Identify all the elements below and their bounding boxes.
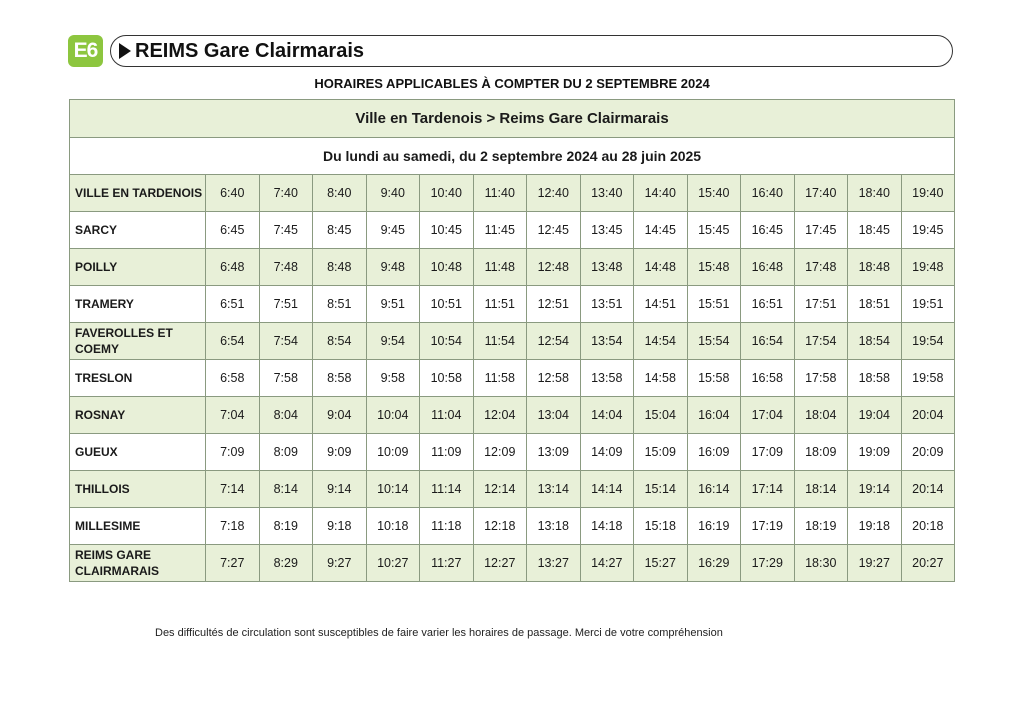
departure-time: 11:14 bbox=[420, 471, 474, 508]
departure-time: 15:09 bbox=[634, 434, 688, 471]
departure-time: 11:40 bbox=[473, 175, 527, 212]
departure-time: 14:51 bbox=[634, 286, 688, 323]
departure-time: 12:51 bbox=[527, 286, 581, 323]
departure-time: 14:27 bbox=[580, 545, 634, 582]
departure-time: 15:40 bbox=[687, 175, 741, 212]
departure-time: 12:09 bbox=[473, 434, 527, 471]
departure-time: 14:14 bbox=[580, 471, 634, 508]
departure-time: 11:09 bbox=[420, 434, 474, 471]
departure-time: 7:09 bbox=[206, 434, 260, 471]
departure-time: 18:58 bbox=[848, 360, 902, 397]
departure-time: 8:04 bbox=[259, 397, 313, 434]
departure-time: 9:18 bbox=[313, 508, 367, 545]
departure-time: 10:09 bbox=[366, 434, 420, 471]
page-title: REIMS Gare Clairmarais bbox=[135, 39, 364, 62]
departure-time: 6:40 bbox=[206, 175, 260, 212]
departure-time: 20:14 bbox=[901, 471, 955, 508]
departure-time: 7:51 bbox=[259, 286, 313, 323]
departure-time: 7:48 bbox=[259, 249, 313, 286]
departure-time: 12:40 bbox=[527, 175, 581, 212]
departure-time: 6:54 bbox=[206, 323, 260, 360]
table-row bbox=[70, 434, 955, 471]
departure-time: 18:48 bbox=[848, 249, 902, 286]
departure-time: 11:54 bbox=[473, 323, 527, 360]
period-header: Du lundi au samedi, du 2 septembre 2024 au 28 juin 2025 bbox=[70, 138, 955, 175]
departure-time: 20:09 bbox=[901, 434, 955, 471]
departure-time: 17:19 bbox=[741, 508, 795, 545]
departure-time: 7:04 bbox=[206, 397, 260, 434]
departure-time: 8:45 bbox=[313, 212, 367, 249]
departure-time: 11:18 bbox=[420, 508, 474, 545]
line-badge: E6 bbox=[68, 35, 103, 67]
departure-time: 12:45 bbox=[527, 212, 581, 249]
departure-time: 9:04 bbox=[313, 397, 367, 434]
departure-time: 9:54 bbox=[366, 323, 420, 360]
departure-time: 12:18 bbox=[473, 508, 527, 545]
table-row bbox=[70, 545, 955, 582]
route-header: Ville en Tardenois > Reims Gare Clairmarais bbox=[70, 100, 955, 138]
departure-time: 13:40 bbox=[580, 175, 634, 212]
departure-time: 9:58 bbox=[366, 360, 420, 397]
departure-time: 6:51 bbox=[206, 286, 260, 323]
departure-time: 15:48 bbox=[687, 249, 741, 286]
stop-name: THILLOIS bbox=[70, 471, 206, 508]
departure-time: 7:18 bbox=[206, 508, 260, 545]
departure-time: 13:48 bbox=[580, 249, 634, 286]
departure-time: 8:48 bbox=[313, 249, 367, 286]
departure-time: 11:27 bbox=[420, 545, 474, 582]
departure-time: 7:40 bbox=[259, 175, 313, 212]
departure-time: 12:58 bbox=[527, 360, 581, 397]
departure-time: 16:29 bbox=[687, 545, 741, 582]
departure-time: 12:27 bbox=[473, 545, 527, 582]
departure-time: 15:27 bbox=[634, 545, 688, 582]
departure-time: 9:51 bbox=[366, 286, 420, 323]
departure-time: 13:51 bbox=[580, 286, 634, 323]
departure-time: 12:04 bbox=[473, 397, 527, 434]
departure-time: 19:54 bbox=[901, 323, 955, 360]
departure-time: 16:09 bbox=[687, 434, 741, 471]
departure-time: 14:54 bbox=[634, 323, 688, 360]
departure-time: 7:58 bbox=[259, 360, 313, 397]
departure-time: 19:48 bbox=[901, 249, 955, 286]
departure-time: 9:14 bbox=[313, 471, 367, 508]
departure-time: 12:48 bbox=[527, 249, 581, 286]
departure-time: 17:04 bbox=[741, 397, 795, 434]
departure-time: 18:40 bbox=[848, 175, 902, 212]
departure-time: 16:58 bbox=[741, 360, 795, 397]
departure-time: 14:09 bbox=[580, 434, 634, 471]
stop-name: SARCY bbox=[70, 212, 206, 249]
departure-time: 17:58 bbox=[794, 360, 848, 397]
stop-name: MILLESIME bbox=[70, 508, 206, 545]
departure-time: 17:09 bbox=[741, 434, 795, 471]
departure-time: 10:27 bbox=[366, 545, 420, 582]
table-row bbox=[70, 175, 955, 212]
departure-time: 7:54 bbox=[259, 323, 313, 360]
departure-time: 11:58 bbox=[473, 360, 527, 397]
departure-time: 11:51 bbox=[473, 286, 527, 323]
departure-time: 13:04 bbox=[527, 397, 581, 434]
departure-time: 14:18 bbox=[580, 508, 634, 545]
departure-time: 9:40 bbox=[366, 175, 420, 212]
departure-time: 6:58 bbox=[206, 360, 260, 397]
departure-time: 13:14 bbox=[527, 471, 581, 508]
departure-time: 8:19 bbox=[259, 508, 313, 545]
play-arrow-icon bbox=[119, 43, 131, 59]
departure-time: 17:45 bbox=[794, 212, 848, 249]
departure-time: 9:09 bbox=[313, 434, 367, 471]
departure-time: 7:45 bbox=[259, 212, 313, 249]
departure-time: 9:45 bbox=[366, 212, 420, 249]
departure-time: 15:18 bbox=[634, 508, 688, 545]
departure-time: 11:48 bbox=[473, 249, 527, 286]
departure-time: 18:19 bbox=[794, 508, 848, 545]
departure-time: 10:40 bbox=[420, 175, 474, 212]
departure-time: 13:58 bbox=[580, 360, 634, 397]
departure-time: 14:58 bbox=[634, 360, 688, 397]
departure-time: 19:45 bbox=[901, 212, 955, 249]
stop-name: GUEUX bbox=[70, 434, 206, 471]
departure-time: 19:27 bbox=[848, 545, 902, 582]
table-row bbox=[70, 471, 955, 508]
stop-name: TRESLON bbox=[70, 360, 206, 397]
departure-time: 19:14 bbox=[848, 471, 902, 508]
departure-time: 8:09 bbox=[259, 434, 313, 471]
departure-time: 10:14 bbox=[366, 471, 420, 508]
departure-time: 19:04 bbox=[848, 397, 902, 434]
departure-time: 7:27 bbox=[206, 545, 260, 582]
departure-time: 8:14 bbox=[259, 471, 313, 508]
departure-time: 17:14 bbox=[741, 471, 795, 508]
departure-time: 10:18 bbox=[366, 508, 420, 545]
departure-time: 10:51 bbox=[420, 286, 474, 323]
table-row bbox=[70, 212, 955, 249]
departure-time: 19:58 bbox=[901, 360, 955, 397]
departure-time: 17:40 bbox=[794, 175, 848, 212]
departure-time: 19:40 bbox=[901, 175, 955, 212]
departure-time: 12:54 bbox=[527, 323, 581, 360]
departure-time: 20:18 bbox=[901, 508, 955, 545]
departure-time: 16:40 bbox=[741, 175, 795, 212]
table-row bbox=[70, 397, 955, 434]
stop-name: ROSNAY bbox=[70, 397, 206, 434]
departure-time: 11:45 bbox=[473, 212, 527, 249]
departure-time: 17:29 bbox=[741, 545, 795, 582]
departure-time: 15:58 bbox=[687, 360, 741, 397]
departure-time: 15:45 bbox=[687, 212, 741, 249]
departure-time: 15:51 bbox=[687, 286, 741, 323]
departure-time: 11:04 bbox=[420, 397, 474, 434]
departure-time: 14:04 bbox=[580, 397, 634, 434]
departure-time: 16:14 bbox=[687, 471, 741, 508]
departure-time: 10:45 bbox=[420, 212, 474, 249]
departure-time: 13:18 bbox=[527, 508, 581, 545]
table-row bbox=[70, 323, 955, 360]
departure-time: 16:48 bbox=[741, 249, 795, 286]
stop-name: FAVEROLLES ET COEMY bbox=[70, 323, 206, 360]
departure-time: 6:45 bbox=[206, 212, 260, 249]
departure-time: 16:51 bbox=[741, 286, 795, 323]
departure-time: 18:09 bbox=[794, 434, 848, 471]
departure-time: 14:40 bbox=[634, 175, 688, 212]
table-row bbox=[70, 249, 955, 286]
stop-name: TRAMERY bbox=[70, 286, 206, 323]
departure-time: 8:51 bbox=[313, 286, 367, 323]
table-row bbox=[70, 286, 955, 323]
departure-time: 13:54 bbox=[580, 323, 634, 360]
departure-time: 8:54 bbox=[313, 323, 367, 360]
departure-time: 8:29 bbox=[259, 545, 313, 582]
departure-time: 8:58 bbox=[313, 360, 367, 397]
departure-time: 10:04 bbox=[366, 397, 420, 434]
departure-time: 16:04 bbox=[687, 397, 741, 434]
departure-time: 15:14 bbox=[634, 471, 688, 508]
departure-time: 20:27 bbox=[901, 545, 955, 582]
departure-time: 13:09 bbox=[527, 434, 581, 471]
table-row bbox=[70, 360, 955, 397]
departure-time: 13:45 bbox=[580, 212, 634, 249]
departure-time: 6:48 bbox=[206, 249, 260, 286]
departure-time: 12:14 bbox=[473, 471, 527, 508]
timetable bbox=[69, 99, 955, 582]
departure-time: 10:58 bbox=[420, 360, 474, 397]
departure-time: 18:51 bbox=[848, 286, 902, 323]
footer-note: Des difficultés de circulation sont susceptibles de faire varier les horaires de passage. Merci de votre compréhension bbox=[155, 627, 723, 639]
departure-time: 19:51 bbox=[901, 286, 955, 323]
departure-time: 10:48 bbox=[420, 249, 474, 286]
departure-time: 13:27 bbox=[527, 545, 581, 582]
departure-time: 15:54 bbox=[687, 323, 741, 360]
title-bar bbox=[110, 35, 953, 67]
departure-time: 17:51 bbox=[794, 286, 848, 323]
departure-time: 20:04 bbox=[901, 397, 955, 434]
departure-time: 18:45 bbox=[848, 212, 902, 249]
departure-time: 7:14 bbox=[206, 471, 260, 508]
departure-time: 17:54 bbox=[794, 323, 848, 360]
departure-time: 19:09 bbox=[848, 434, 902, 471]
departure-time: 16:19 bbox=[687, 508, 741, 545]
validity-subtitle: HORAIRES APPLICABLES À COMPTER DU 2 SEPTEMBRE 2024 bbox=[314, 76, 710, 91]
departure-time: 18:14 bbox=[794, 471, 848, 508]
stop-name: VILLE EN TARDENOIS bbox=[70, 175, 206, 212]
departure-time: 16:45 bbox=[741, 212, 795, 249]
departure-time: 10:54 bbox=[420, 323, 474, 360]
stop-name: REIMS GARE CLAIRMARAIS bbox=[70, 545, 206, 582]
departure-time: 19:18 bbox=[848, 508, 902, 545]
departure-time: 18:54 bbox=[848, 323, 902, 360]
departure-time: 18:04 bbox=[794, 397, 848, 434]
departure-time: 9:27 bbox=[313, 545, 367, 582]
departure-time: 17:48 bbox=[794, 249, 848, 286]
departure-time: 18:30 bbox=[794, 545, 848, 582]
departure-time: 16:54 bbox=[741, 323, 795, 360]
stop-name: POILLY bbox=[70, 249, 206, 286]
departure-time: 8:40 bbox=[313, 175, 367, 212]
departure-time: 14:45 bbox=[634, 212, 688, 249]
departure-time: 9:48 bbox=[366, 249, 420, 286]
departure-time: 14:48 bbox=[634, 249, 688, 286]
table-row bbox=[70, 508, 955, 545]
departure-time: 15:04 bbox=[634, 397, 688, 434]
